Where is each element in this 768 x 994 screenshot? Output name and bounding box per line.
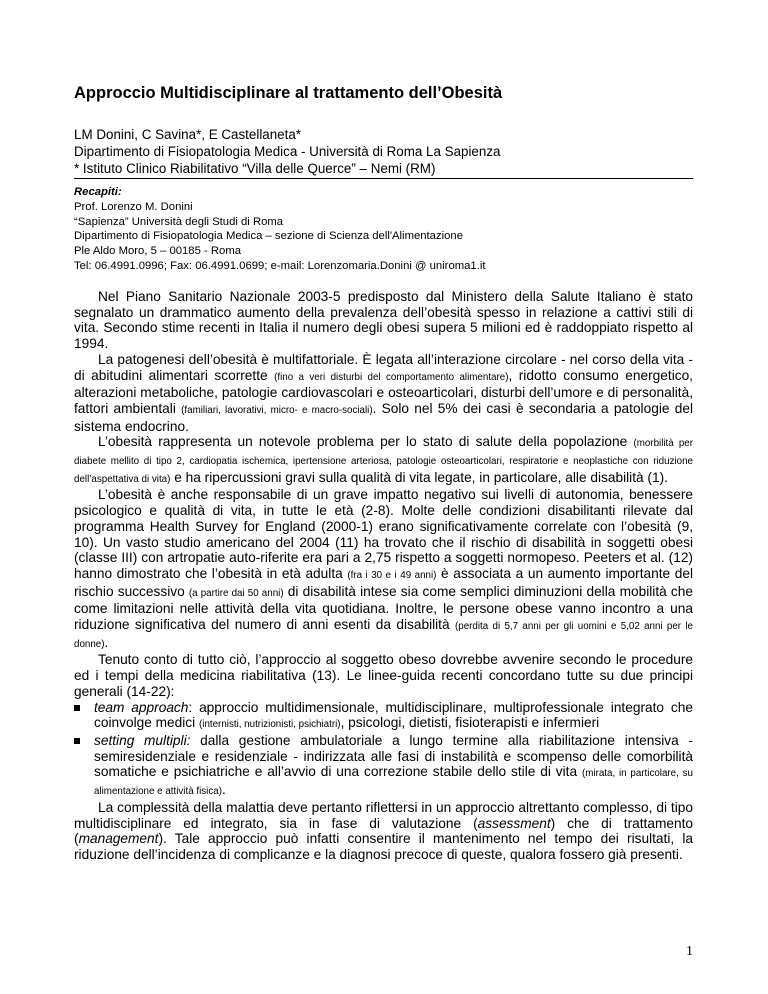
paragraph-4: L’obesità è anche responsabile di un grave impatto negativo sui livelli di autonomia, benessere psicologico e qualità di vita, in tutte le età (2-8). Molte delle condizioni disabilitanti rilevate dal programma Health Survey for England (2000-1) erano significativamente correlate con l’obesità (9, 10). Un vasto studio americano del 2004 (11) ha trovato che il rischio di disabilità in soggetti obesi (classe III) con artropatie auto-riferite era pari a 2,75 rispetto a soggetti normopeso. Peeters et al. (12) hanno dimostrato che l’obesità in età adulta (fra i 30 e i 49 anni) è associata a un aumento importante del rischio successivo (a partire dai 50 anni) di disabilità intese sia come semplici diminuzioni della mobilità che come limitazioni nelle attività della vita quotidiana. Inoltre, le persone obese vanno incontro a una riduzione significativa del numero di anni esenti da disabilità (perdita di 5,7 anni per gli uomini e 5,02 anni per le donne). — [74, 487, 694, 650]
paragraph-1: Nel Piano Sanitario Nazionale 2003-5 predisposto dal Ministero della Salute Italiano è stato segnalato un drammatico aumento della prevalenza dell’obesità spesso in relazione a cattivi stili di vita. Secondo stime recenti in Italia il numero degli obesi supera 5 milioni ed è raddoppiato rispetto al 1994. — [74, 289, 693, 352]
horizontal-rule — [74, 178, 693, 179]
contact-university: “Sapienza” Università degli Studi di Roma — [74, 215, 284, 228]
list-item-term: team approach — [94, 699, 189, 715]
contact-department: Dipartimento di Fisiopatologia Medica – sezione di Scienza dell'Alimentazione — [74, 230, 463, 243]
list-item: team approach: approccio multidimensionale, multidisciplinare, multiprofessionale integrato che coinvolge medici (internisti, nutrizionisti, psichiatri), psicologi, dietisti, fisioterapisti e infermieri — [74, 700, 693, 733]
contacts-block — [74, 185, 486, 274]
author-block — [74, 126, 500, 177]
paragraph-5: Tenuto conto di tutto ciò, l’approccio al soggetto obeso dovrebbe avvenire secondo le procedure ed i tempi della medicina riabilitativa (13). Le linee-guida recenti concordano tutte su due principi generali (14-22): — [74, 652, 693, 699]
paragraph-3: L’obesità rappresenta un notevole problema per lo stato di salute della popolazione (morbilità per diabete mellito di tipo 2, cardiopatia ischemica, ipertensione arteriosa, patologie osteoarticolari, respiratorie e neoplastiche con riduzione dell’aspettativa di vita) e ha ripercussioni gravi sulla qualità di vita legate, in particolare, alle disabilità (1). — [74, 434, 693, 485]
contact-phone-email: Tel: 06.4991.0996; Fax: 06.4991.0699; e-mail: Lorenzomaria.Donini @ uniroma1.it — [74, 259, 486, 272]
list-item: setting multipli: dalla gestione ambulatoriale a lungo termine alla riabilitazione intensiva - semiresidenziale e residenziale - indirizzata alle fasi di instabilità e scompenso delle comorbilità somatiche e psichiatriche e all’avvio di una correzione stabile dello stile di vita (mirata, in particolare, su alimentazione e attività fisica). — [74, 733, 693, 800]
paragraph-6: La complessità della malattia deve pertanto riflettersi in un approccio altrettanto complesso, di tipo multidisciplinare ed integrato, sia in fase di valutazione (assessment) che di trattamento (management). Tale approccio può infatti consentire il mantenimento nel tempo dei risultati, la riduzione dell’incidenza di complicanze e la diagnosi precoce di queste, qualora fossero già presenti. — [74, 799, 693, 862]
contacts-label: Recapiti: — [74, 186, 122, 198]
principles-list — [74, 700, 693, 800]
author-names: LM Donini, C Savina*, E Castellaneta* — [74, 127, 302, 142]
document-title: Approccio Multidisciplinare al trattamento dell’Obesità — [74, 84, 503, 102]
paragraph-2: La patogenesi dell’obesità è multifattoriale. È legata all’interazione circolare - nel corso della vita - di abitudini alimentari scorrette (fino a veri disturbi del comportamento alimentare), ridotto consumo energetico, alterazioni metaboliche, patologie cardiovascolari e osteoarticolari, disturbi dell’umore e di personalità, fattori ambientali (familiari, lavorativi, micro- e macro-sociali). Solo nel 5% dei casi è secondaria a patologie del sistema endocrino. — [74, 351, 693, 434]
affiliation-1: Dipartimento di Fisiopatologia Medica - Università di Roma La Sapienza — [74, 144, 501, 159]
contact-name: Prof. Lorenzo M. Donini — [74, 200, 193, 213]
body-text — [74, 289, 693, 863]
affiliation-2: * Istituto Clinico Riabilitativo “Villa delle Querce” – Nemi (RM) — [74, 161, 436, 176]
list-item-term: setting multipli: — [94, 732, 191, 748]
contact-address: Ple Aldo Moro, 5 – 00185 - Roma — [74, 245, 242, 258]
bullet-square-icon — [74, 705, 80, 711]
page-number: 1 — [686, 944, 693, 959]
bullet-square-icon — [74, 738, 80, 744]
